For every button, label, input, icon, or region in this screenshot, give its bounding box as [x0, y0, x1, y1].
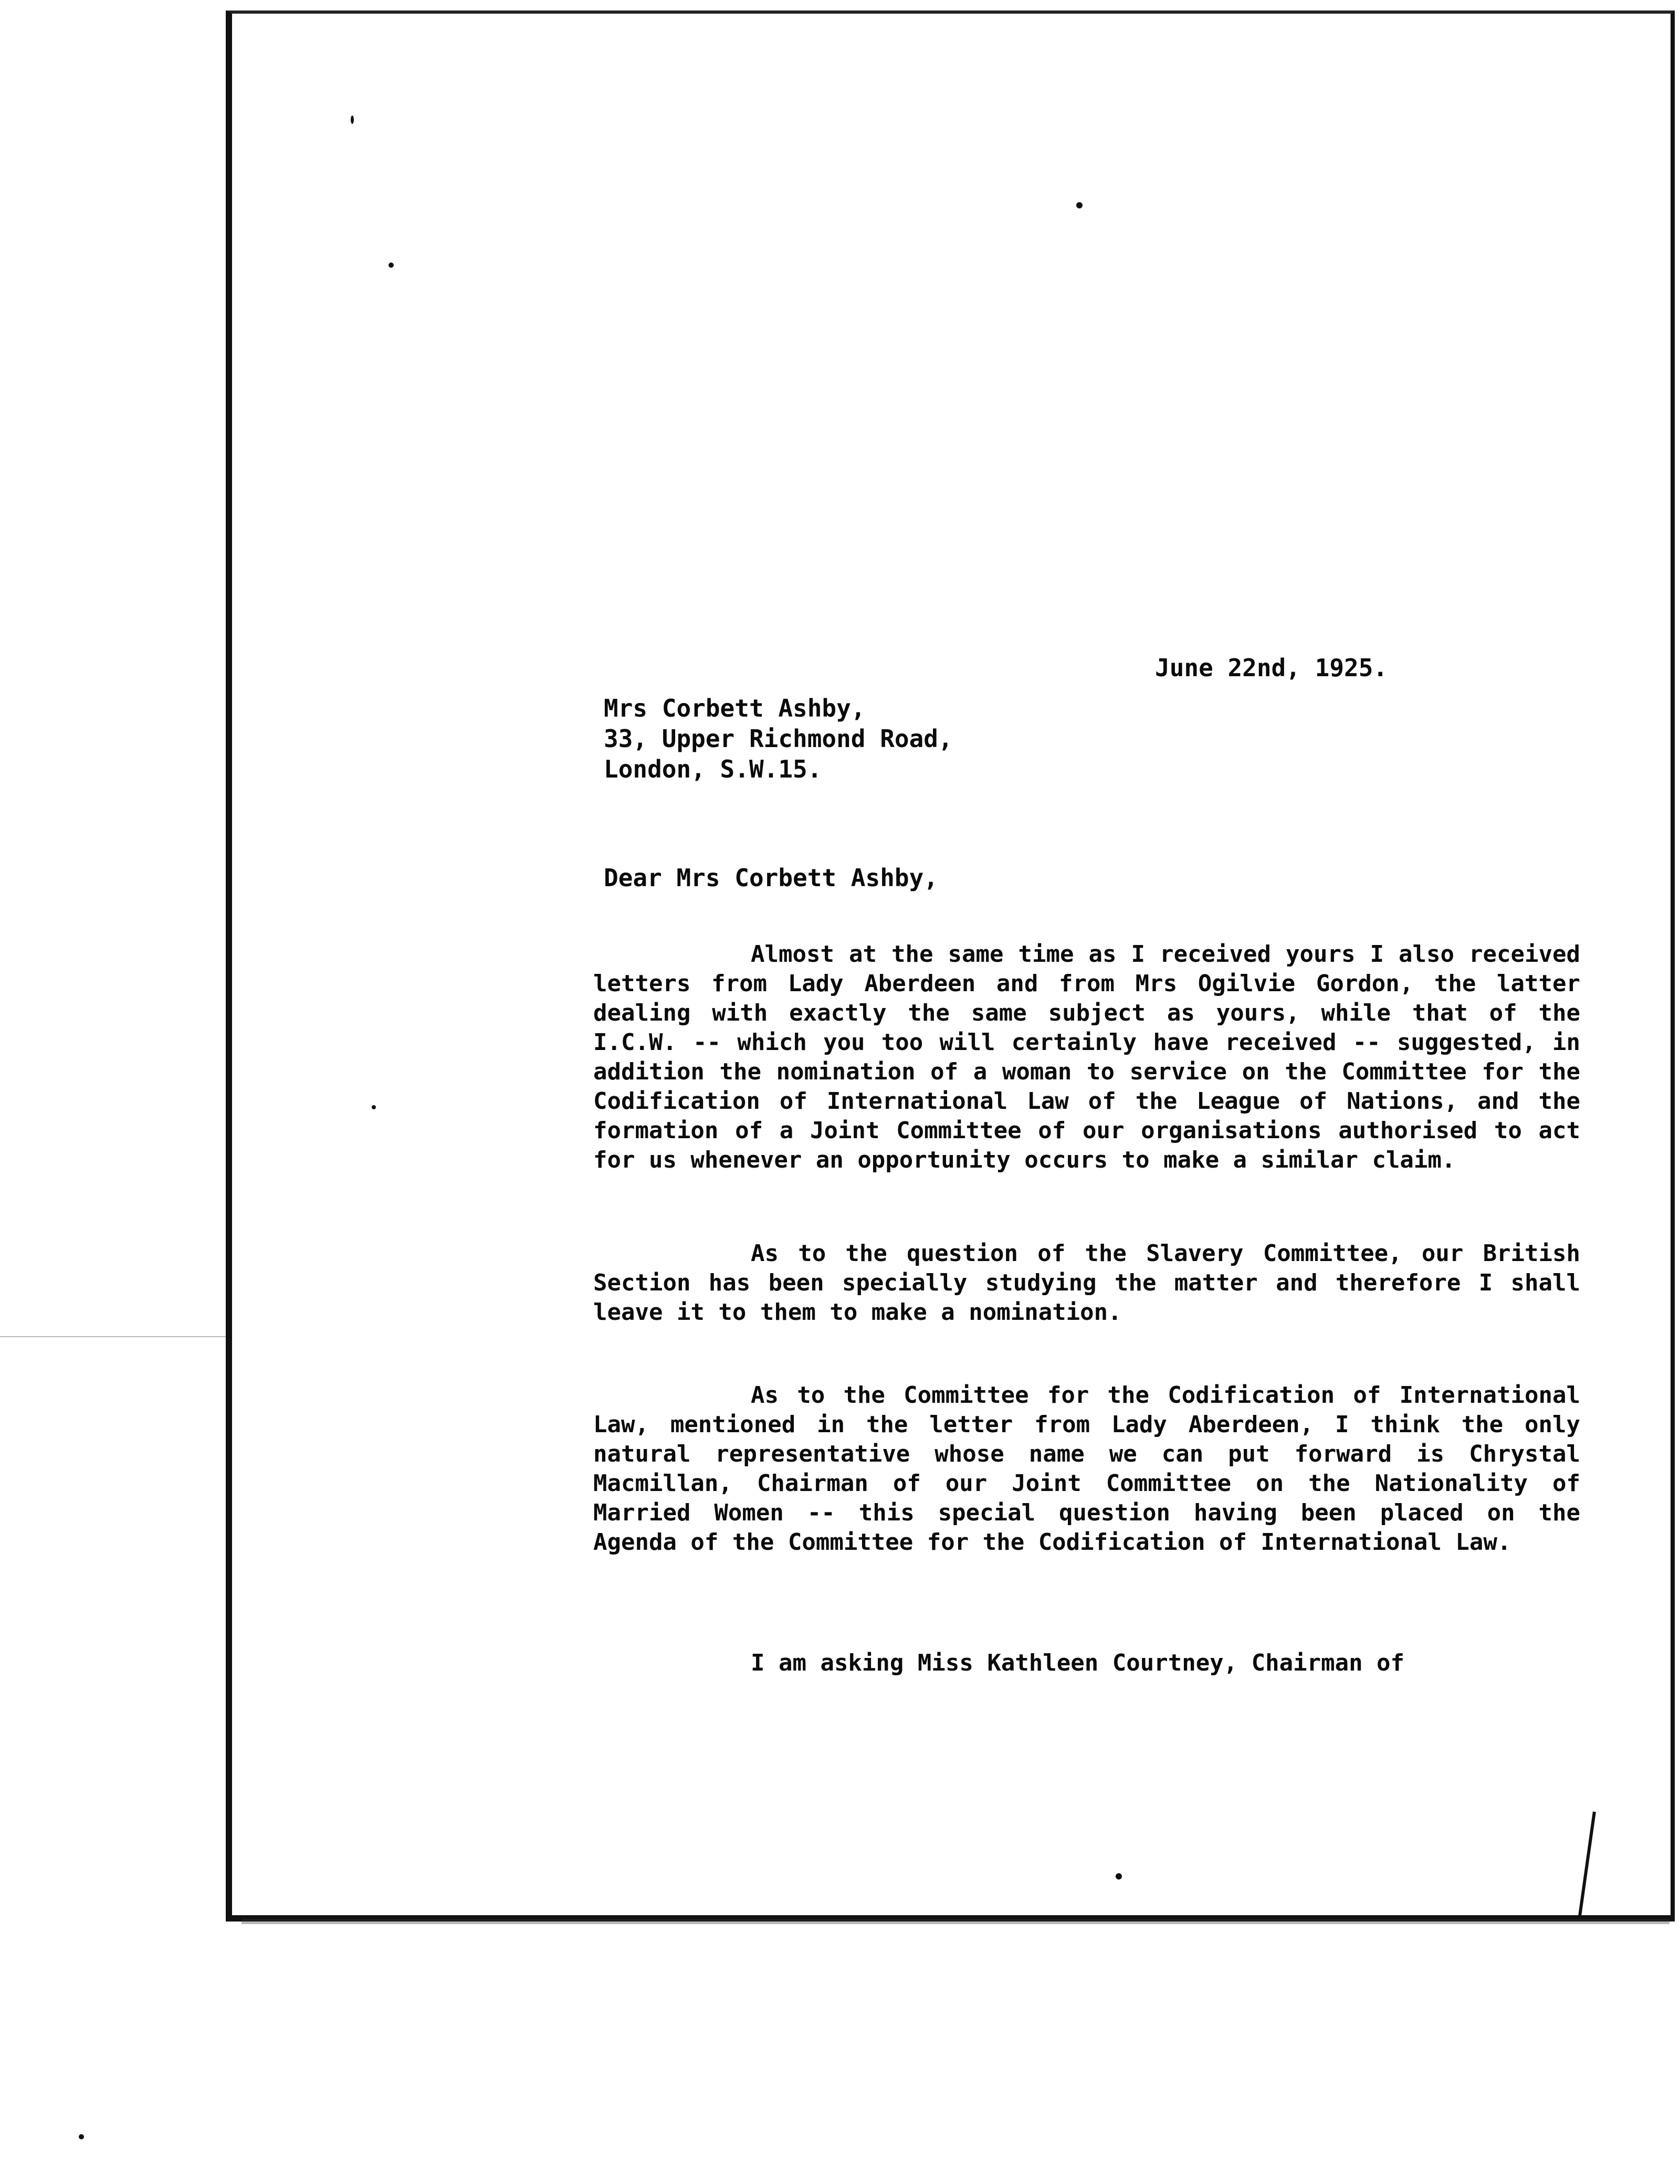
scan-speck — [79, 2134, 84, 2139]
address-line: 33, Upper Richmond Road, — [604, 724, 953, 753]
letter-date: June 22nd, 1925. — [1155, 654, 1388, 682]
scan-artifact-line — [0, 1336, 226, 1337]
body-paragraph: As to the Committee for the Codification of International Law, mentioned in the letter from Lady Aberdeen, I think the only natural representative whose name we can put forward is Chrystal Macmillan, Chairman of our Joint Committee on the Nationality of Married Women -- this special question having been placed on the Agenda of the Committee for the Codification of International Law. — [593, 1382, 1580, 1556]
address-line: Mrs Corbett Ashby, — [604, 694, 866, 722]
scan-speck — [1076, 202, 1083, 208]
body-paragraph: As to the question of the Slavery Committee, our British Section has been specially studying the matter and therefore I shall leave it to them to make a nomination. — [593, 1240, 1580, 1326]
recipient-address — [604, 693, 953, 784]
body-paragraph: I am asking Miss Kathleen Courtney, Chairman of — [751, 1650, 1405, 1676]
scan-speck — [388, 262, 394, 268]
page-edge-shadow — [242, 1919, 1670, 1924]
scan-speck — [372, 1105, 376, 1109]
salutation: Dear Mrs Corbett Ashby, — [604, 864, 938, 892]
body-paragraph: Almost at the same time as I received yours I also received letters from Lady Aberdeen and from Mrs Ogilvie Gordon, the latter dealing with exactly the same subject as yours, while that of the I.C.W. -- which you too will certainly have received -- suggested, in addition the nomination of a woman to service on the Committee for the Codification of International Law of the League of Nations, and the formation of a Joint Committee of our organisations authorised to act for us whenever an opportunity occurs to make a similar claim. — [593, 941, 1580, 1173]
scan-speck — [351, 116, 354, 124]
address-line: London, S.W.15. — [604, 755, 822, 783]
scan-speck — [1116, 1873, 1122, 1880]
